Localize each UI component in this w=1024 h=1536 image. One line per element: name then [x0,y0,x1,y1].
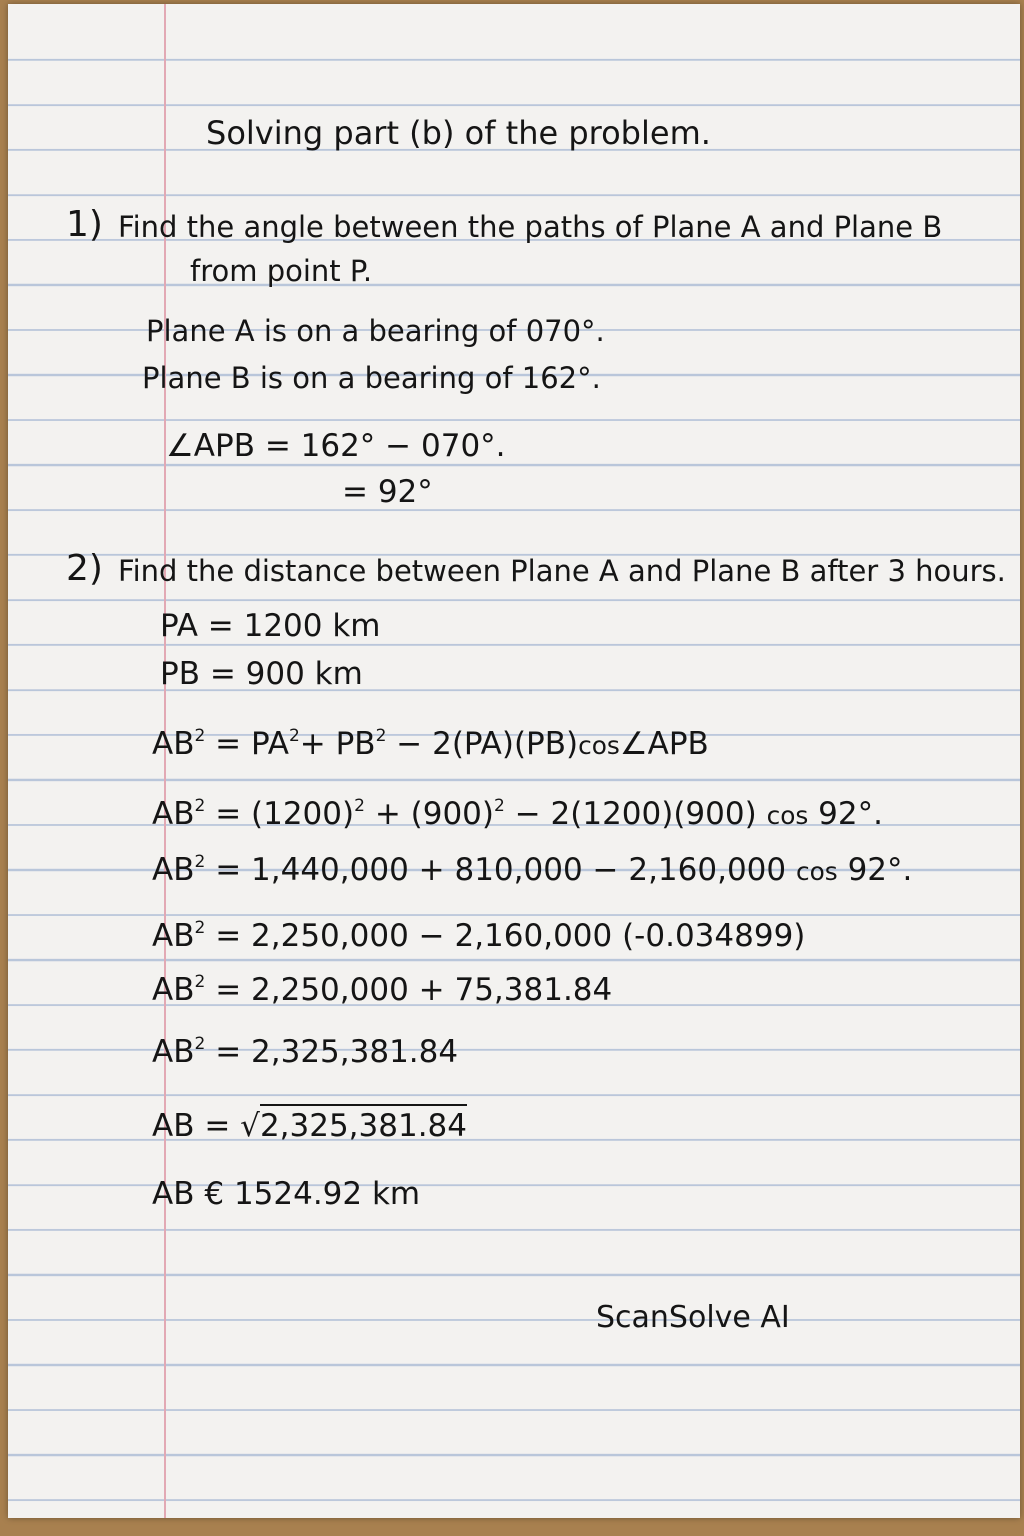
step-1-heading-line1: Find the angle between the paths of Plane A and Plane B [118,210,943,244]
step-1-number: 1) [66,204,103,245]
calculation-line-3: $AB^2 = 2,250,000 + 75,381.84$ [152,972,613,1008]
angle-result: = 92° [342,474,433,510]
square-root-icon: √ [240,1108,260,1144]
square-root-line: AB = √2,325,381.84 [152,1108,467,1144]
calculation-line-1: $AB^2 = 1,440,000 + 810,000 - 2,160,000$ cos 92°. [152,852,913,888]
notebook-paper [8,4,1020,1518]
angle-equation: ∠APB = 162° − 070°. [166,428,506,464]
step-1-heading-line2: from point P. [190,254,373,288]
page-title: Solving part (b) of the problem. [206,114,711,152]
substitution-line: $AB^2 = (1200)^2 + (900)^2 - 2(1200)(900)$ cos 92°. [152,796,883,832]
plane-b-bearing: Plane B is on a bearing of 162°. [142,361,601,395]
pa-value: PA = 1200 km [160,608,381,644]
signature: ScanSolve AI [596,1300,790,1335]
final-answer: AB € 1524.92 km [152,1176,421,1212]
step-2-number: 2) [66,548,103,589]
calculation-line-2: $AB^2 = 2,250,000 - 2,160,000$ (-0.034899) [152,918,806,954]
pb-value: PB = 900 km [160,656,363,692]
cosine-rule-formula: $AB^2 = PA^2+ PB^2$ − 2(PA)(PB)cos∠APB [152,726,709,762]
step-2-heading: Find the distance between Plane A and Plane B after 3 hours. [118,554,1006,588]
calculation-line-4: $AB^2 = 2,325,381.84$ [152,1034,459,1070]
plane-a-bearing: Plane A is on a bearing of 070°. [146,314,605,348]
